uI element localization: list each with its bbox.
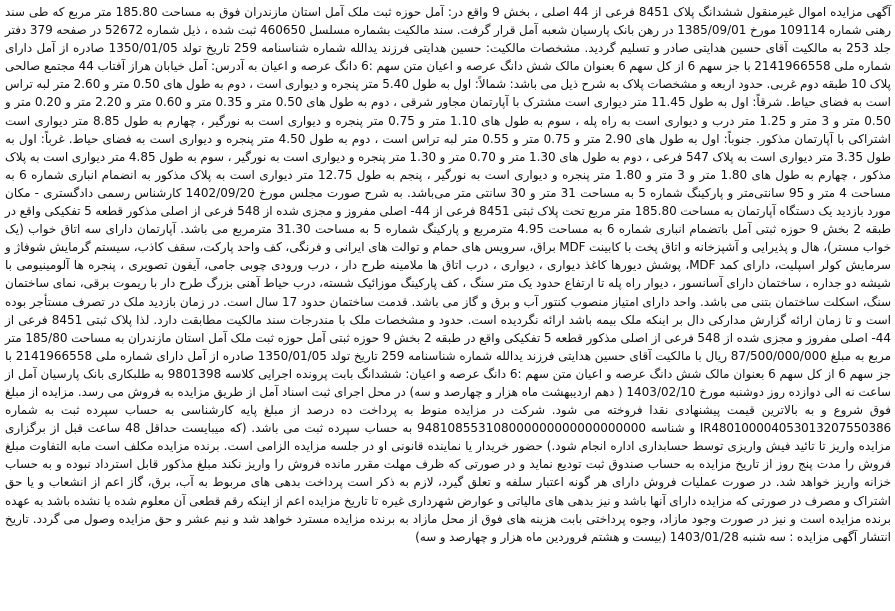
auction-notice-text: آگهی مزایده اموال غیرمنقول ششدانگ پلاک 8451 فرعی از 44 اصلی ، بخش 9 واقع در: آمل حوزه ثبت ملک آمل استان مازندران فوق به مساحت 185.80 متر مربع که طی سند رهنی شماره 109114 مورخ 1385/09/01 در رهن بانک پارسیان شعبه آمل قرار گرفت. سند مالکیت بشماره مسلسل 460650 ثبت شده ، ذیل شماره 52672 در صفحه 379 دفتر جلد 253 به مالکیت آقای حسین هدایتی صادر و تسلیم گردید. مشخصات مالکیت: حسین هدایتی فرزند یدالله شماره شناسنامه 259 تاریخ تولد 1350/01/05 صادره از آمل دارای شماره ملی 2141966558 با جز سهم 6 از کل سهم 6 بعنوان مالک شش دانگ عرصه و اعیان متن سهم :6 دانگ عرصه و اعیان به آدرس: آمل خیابان هراز آفتاب 44 مجتمع صالحی پلاک 10 طبقه دوم غربی. حدود اربعه و مشخصات پلاک به شرح ذیل می باشد: شمالاً: اول به طول 5.40 متر پنجره و دیواری است ، دوم به طول های 0.50 متر و 2.60 متر لبه تراس است به فضای حیاط. شرقاً: اول به طول 11.45 متر دیواری است مشترک با آپارتمان مجاور شرقی ، دوم به طول های 0.50 متر و 0.35 متر و 0.60 متر و 2.20 متر و 0.20 متر و 0.50 متر و 3 متر و 1.25 متر درب و دیواری است به راه پله ، سوم به طول های 1.10 متر و 0.75 متر پنجره و دیواری است به نورگیر ، چهارم به طول 8.85 متر دیواری است اشتراکی با آپارتمان مذکور. جنوباً: اول به طول های 2.90 متر و 0.75 متر و 0.55 متر لبه تراس است ، دوم به طول 4.50 متر پنجره و دیواری است به فضای حیاط. غرباً: اول به طول 3.35 متر دیواری است به پلاک 547 فرعی ، دوم به طول های 1.30 متر و 0.70 متر و 1.30 متر پنجره و دیواری است به نورگیر ، سوم به طول 4.85 متر دیواری است به پلاک مذکور ، چهارم به طول های 1.80 متر و 3 متر و 1.80 متر پنجره و دیواری است به نورگیر ، پنجم به طول 12.75 متر دیواری است به پلاک مذکور به انضمام انباری شماره 6 به مساحت 4 متر و 95 سانتی‌متر و پارکینگ شماره 5 به مساحت 31 متر و 30 سانتی متر می‌باشد. به شرح صورت مجلس مورخ 1402/09/20 کارشناس رسمی دادگستری - مکان مورد بازدید یک دستگاه آپارتمان به مساحت 185.80 متر مربع تحت پلاک ثبتی 8451 فرعی از 44- اصلی مفروز و مجزی شده از 548 فرعی از اصلی مذکور قطعه 5 تفکیکی واقع در طبقه 2 بخش 9 حوزه ثبتی آمل باتضمام انباری شماره 6 به مساحت 4.95 مترمربع و پارکینگ شماره 5 به مساحت 31.30 مترمربع می باشد. آپارتمان دارای سه اتاق خواب (یک خواب مستر)، هال و پذیرایی و آشپزخانه و اتاق پخت با کابینت MDF براق، سرویس های حمام و توالت های ایرانی و فرنگی، کف واحد پارکت، سقف کاذب، سیستم گرمایش شوفاژ و سرمایش کولر اسپلیت، دارای کمد MDF، پوشش دیورها کاغذ دیواری ، دیواری ، درب اتاق ها ملامینه طرح دار ، درب ورودی چوبی جامی، آیفون تصویری ، پنجره ها آلومینیومی با شیشه دو جداره ، ساختمان دارای آسانسور ، دیوار راه پله تا ارتفاع حدود یک متر سنگ ، کف پارکینگ موزائیک شسته، درب حیاط آهنی بزرگ طرح دار با ریموت برقی، نمای ساختمان سنگ، اسکلت ساختمان بتنی می باشد. واحد دارای امتیاز منصوب کنتور آب و برق و گاز می باشد. قدمت ساختمان حدود 17 سال است. در زمان بازدید ملک در تصرف مستأجر بوده است و تا زمان ارائه گزارش مدارکی دال بر اینکه ملک بیمه باشد ارائه نگردیده است. حدود و مشخصات ملک با مندرجات سند مالکیت مطابقت دارد. لذا پلاک ثبتی 8451 فرعی از 44- اصلی مفروز و مجزی شده از 548 فرعی از اصلی مذکور قطعه 5 تفکیکی واقع در طبقه 2 بخش 9 حوزه ثبتی آمل حوزه ثبت ملک آمل استان مازندران به مساحت 185/80 متر مربع به مبلغ 87/500/000/000 ریال با مالکیت آقای حسین هدایتی فرزند یدالله شماره شناسنامه 259 تاریخ تولد 1350/01/05 صادره از آمل دارای شماره ملی 2141966558 با جز سهم 6 از کل سهم 6 بعنوان مالک شش دانگ عرصه و اعیان متن سهم :6 دانگ عرصه و اعیان: ششدانگ بابت پرونده اجرایی کلاسه 9801398 به طلبکاری بانک پارسیان آمل از ساعت نه الی دوازده روز دوشنبه مورخ 1403/02/10 ( دهم اردیبهشت ماه هزار و چهارصد و سه) در محل اجرای ثبت اسناد آمل از طریق مزایده به فروش می رسد. مزایده از مبلغ فوق شروع و به بالاترین قیمت پیشنهادی نقدا فروخته می شود. شرکت در مزایده منوط به پرداخت ده درصد از مبلغ پایه کارشناسی به حساب سپرده ثبت به شماره IR480100004053013207550386 و شناسه 948108553108000000000000000000 به حساب سپرده ثبت می باشد. (که میبایست حداقل 48 ساعت قبل از برگزاری مزایده واریز تا تائید فیش واریزی توسط حسابداری اداره انجام شود.) حضور خریدار یا نماینده قانونی او در جلسه مزایده الزامی است. برنده مزایده مکلف است مابه التفاوت مبلغ فروش را مدت پنج روز از تاریخ مزایده به حساب صندوق ثبت تودیع نماید و در صورتی که ظرف مهلت مقرر مانده فروش را واریز نکند مبلغ مذکور قابل استرداد نبوده و به حساب خزانه واریز خواهد شد. در صورت عملیات فروش دارای هر گونه اعتبار سلفه و تعلق گیرد، لازم به ذکر است پرداخت بدهی های مربوط به آب، برق، گاز اعم از انشعاب و یا حق اشتراک و مصرف در صورتی که مزایده دارای آنها باشد و نیز بدهی های مالیاتی و عوارض شهرداری غیره تا تاریخ مزایده اعم از اینکه رقم قطعی آن معلوم شده یا نشده باشد به عهده برنده مزایده است و نیز در صورت وجود مازاد، وجوه پرداختی بابت هزینه های فوق از محل مازاد به برنده مزایده مسترد خواهد شد و نیم عشر و حق مزایده وصول می گردد. تاریخ انتشار آگهی مزایده : سه شنبه 1403/01/28 (بیست و هشتم فروردین ماه هزار و چهارصد و سه) (5, 5, 892, 544)
